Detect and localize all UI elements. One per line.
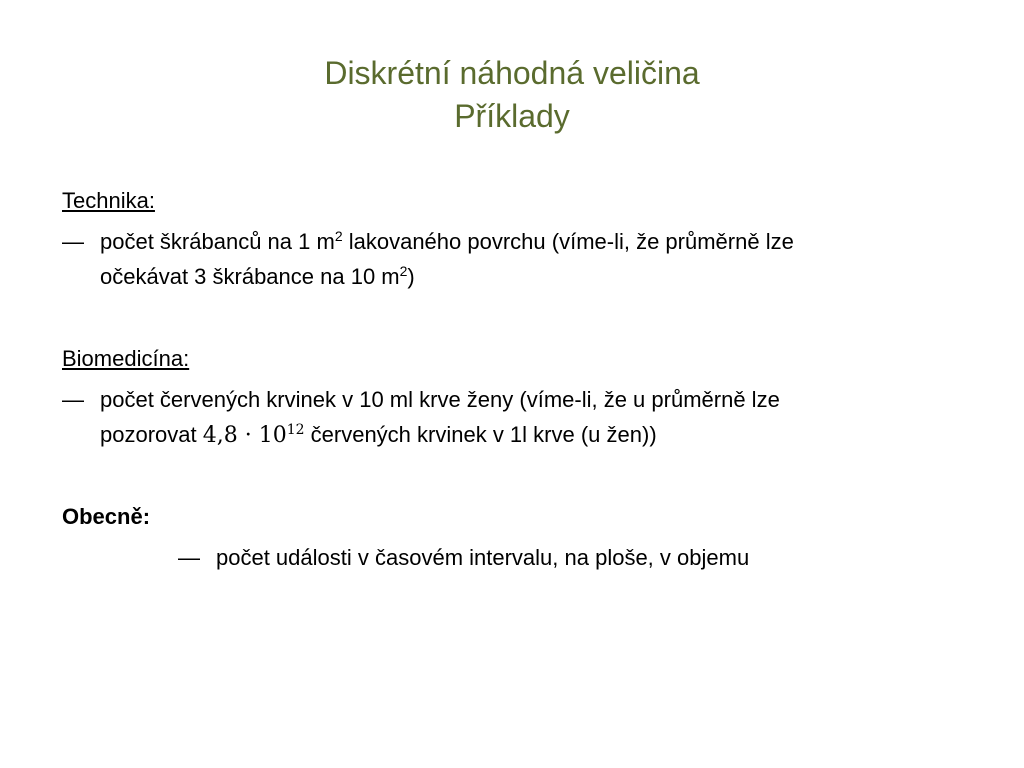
title-line-2: Příklady [454, 98, 570, 134]
technika-sup-1: 2 [334, 228, 343, 244]
section-heading-technika: Technika: [62, 188, 155, 213]
biomedicina-text-2b: červených krvinek v 1l krve (u žen)) [304, 422, 657, 447]
section-heading-obecne: Obecně: [62, 504, 151, 529]
technika-sup-2: 2 [399, 263, 408, 279]
math-expression [203, 423, 305, 448]
section-heading-biomedicina: Biomedicína: [62, 346, 190, 371]
technika-text-1a: počet škrábanců na 1 m [100, 229, 335, 254]
title-line-1: Diskrétní náhodná veličina [324, 55, 700, 91]
technika-text-2b: ) [407, 264, 415, 289]
bullet-biomedicina-line-2 [62, 417, 962, 452]
bullet-dash: — [62, 229, 84, 254]
obecne-text-1: počet události v časovém intervalu, na ploše, v objemu [216, 545, 750, 570]
math-exponent: 12 [286, 422, 305, 438]
bullet-biomedicina-line-1 [62, 382, 962, 417]
bullet-dash: — [62, 387, 84, 412]
biomedicina-text-2a: pozorovat [100, 422, 203, 447]
technika-text-1b: lakovaného povrchu (víme-li, že průměrně lze [342, 229, 794, 254]
math-base: 4,8 · 10 [202, 423, 287, 448]
technika-text-2a: očekávat 3 škrábance na 10 m [100, 264, 400, 289]
slide-title [0, 52, 1024, 138]
biomedicina-text-1: počet červených krvinek v 10 ml krve ženy (víme-li, že u průměrně lze [100, 387, 780, 412]
bullet-obecne-line-1 [178, 540, 958, 575]
bullet-technika-line-2 [62, 259, 962, 294]
bullet-dash: — [178, 545, 200, 570]
bullet-technika-line-1 [62, 224, 962, 259]
